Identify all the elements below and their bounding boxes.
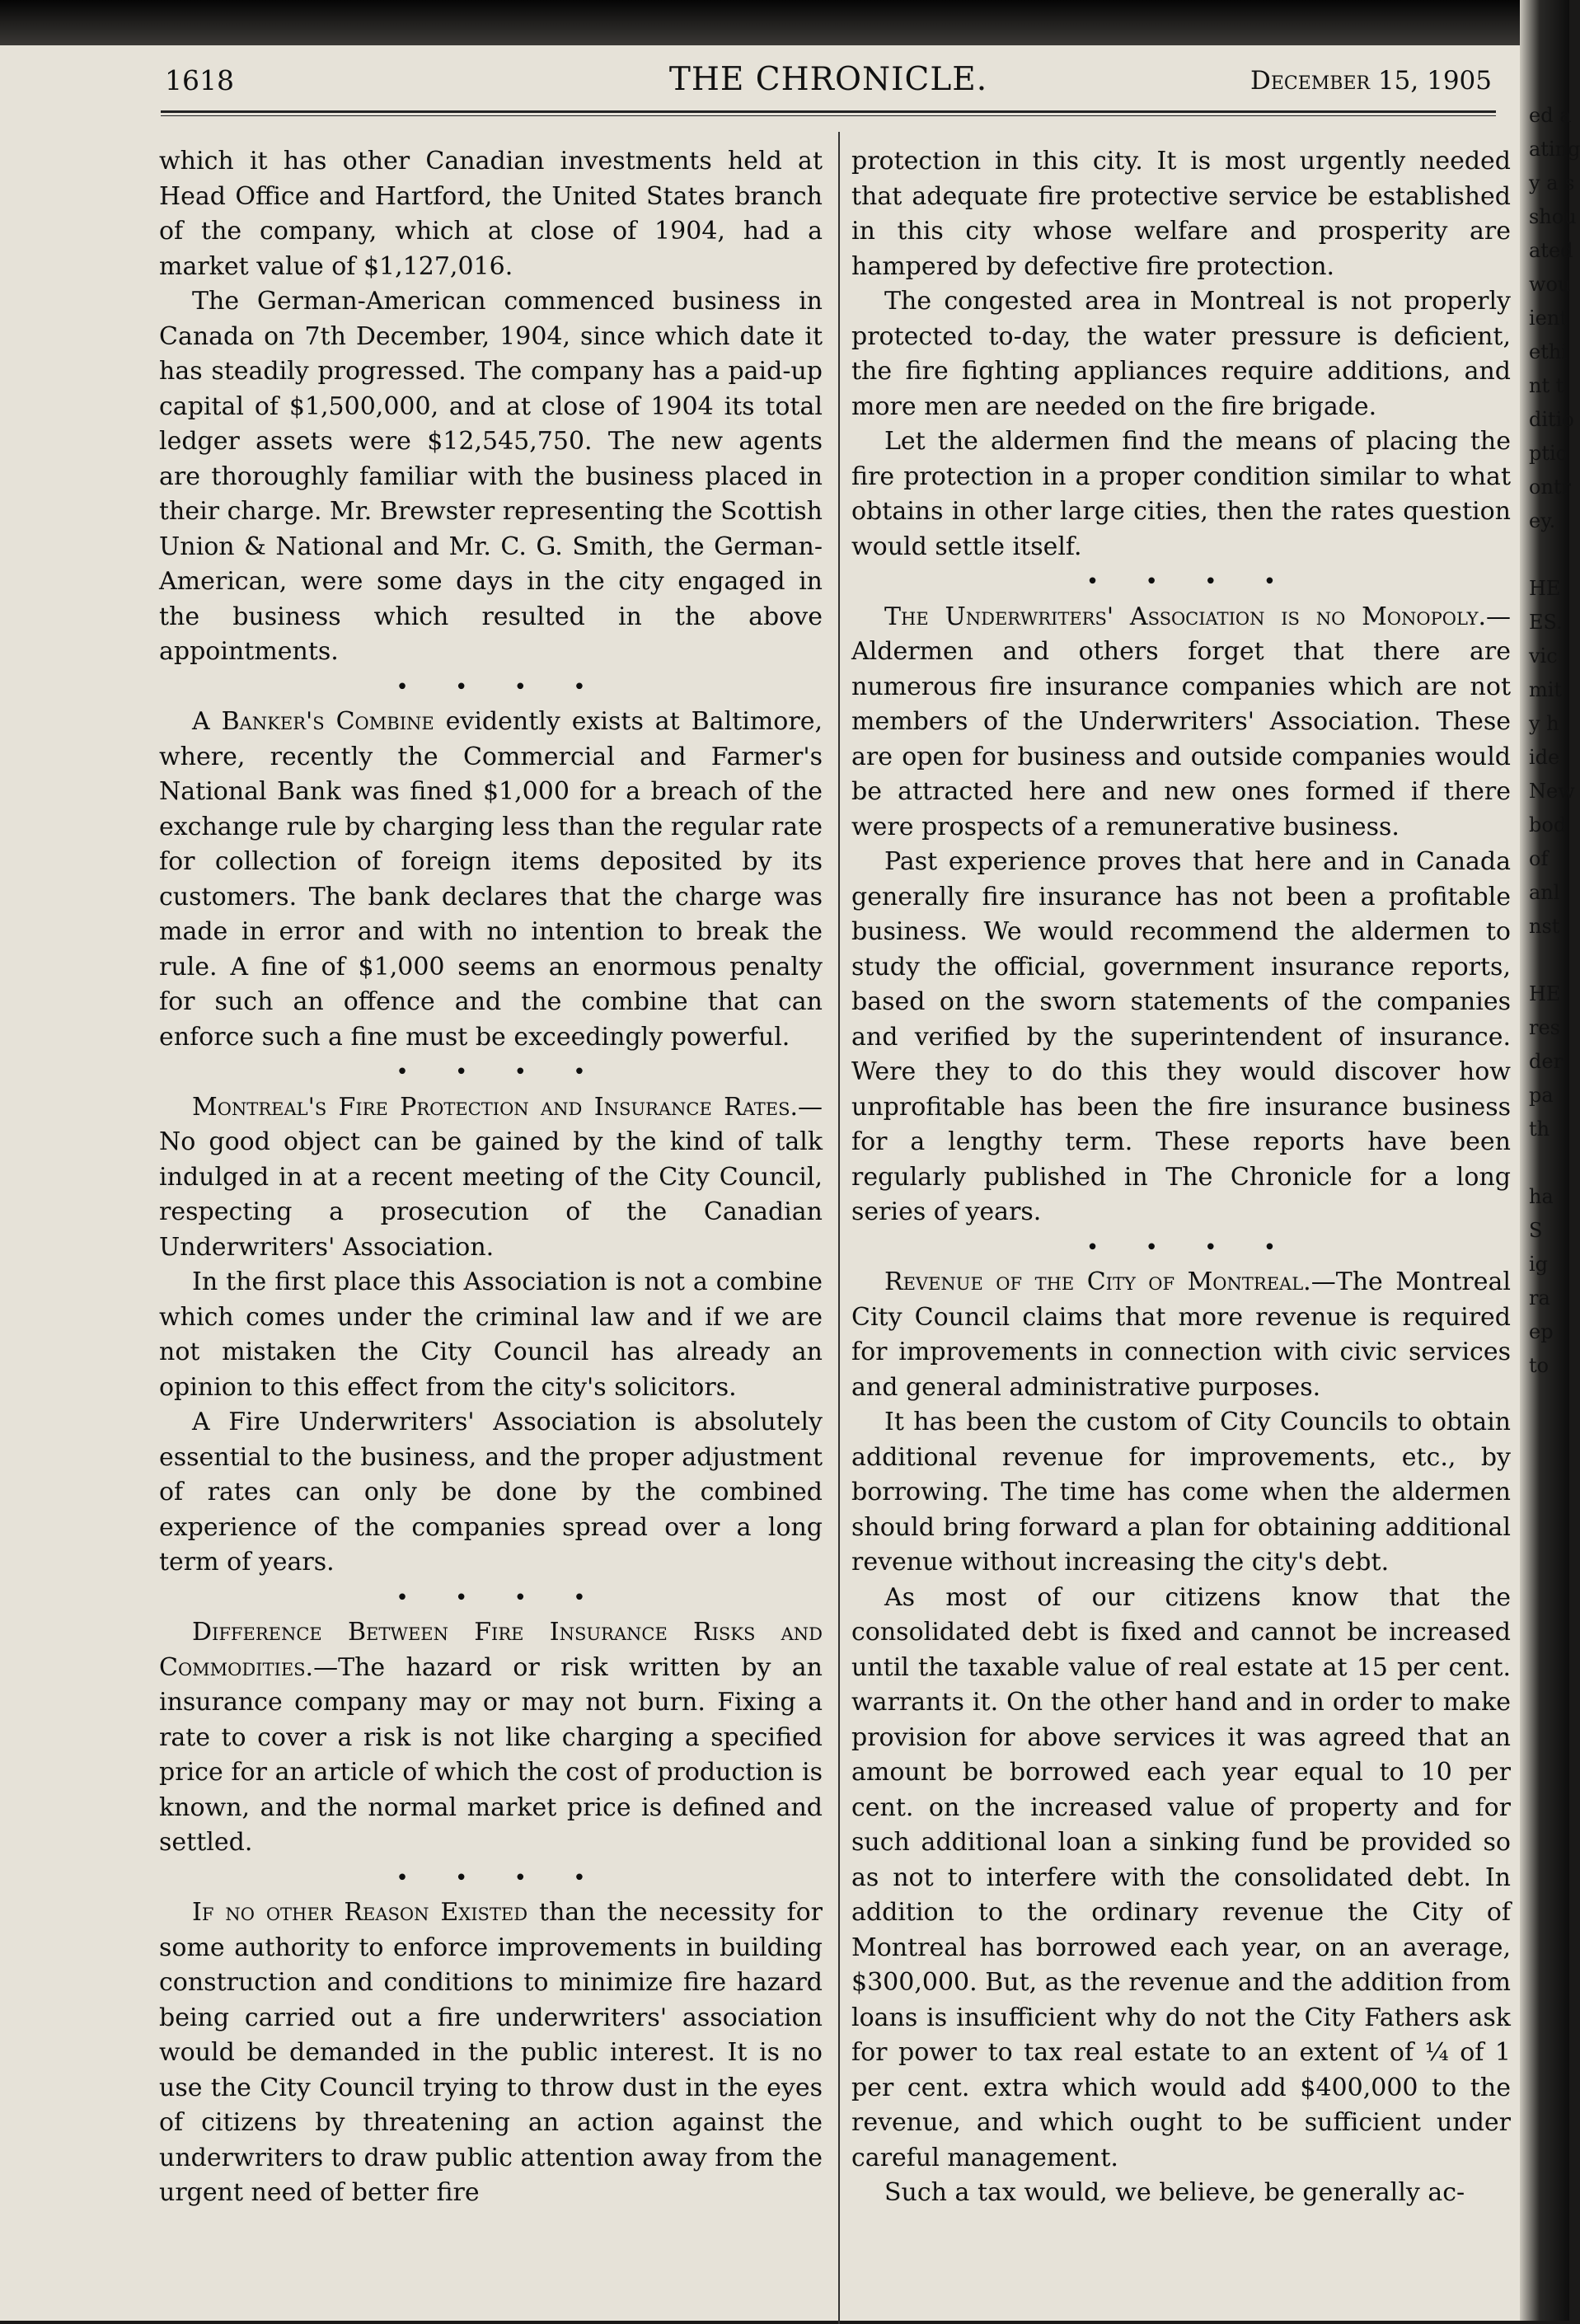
edge-fragment: pa (1529, 1084, 1554, 1107)
edge-fragment: shou (1529, 205, 1577, 228)
edge-fragment: nt t (1529, 374, 1564, 397)
edge-fragment: ptio (1529, 442, 1568, 465)
article-paragraph (851, 1265, 1511, 1405)
paragraph-text: which it has other Canadian investments held at Head Office and Hartford, the United States branch of the company, which at close of 1904, had a market value of $1,127,016. (159, 147, 823, 281)
paragraph-text: protection in this city. It is most urgently needed that adequate fire protective service be established in this city whose welfare and prosperity are hampered by defective fire protection. (851, 147, 1511, 281)
right-column (851, 144, 1511, 2211)
edge-fragment: New (1529, 780, 1575, 803)
edge-fragment: to (1529, 1354, 1550, 1377)
article-paragraph (851, 144, 1511, 284)
paragraph-text: Let the aldermen find the means of placing the fire protection in a proper condition similar to what obtains in other large cities, then the rates question would settle itself. (851, 427, 1511, 561)
edge-fragment (1529, 944, 1566, 977)
paragraph-text: The congested area in Montreal is not properly protected to-day, the water pressure is deficient, the fire fighting appliances require additions, and more men are needed on the fire brigade. (851, 287, 1511, 421)
header-rule (161, 110, 1496, 116)
edge-fragment: ethi (1529, 340, 1568, 363)
paragraph-heading: Montreal's Fire Protection and Insurance Rates. (192, 1092, 798, 1122)
edge-fragment: HE (1529, 577, 1561, 600)
section-separator: • • • • (396, 1060, 606, 1085)
edge-fragment: y a s (1529, 171, 1575, 194)
edge-fragment: res (1529, 1016, 1560, 1039)
article-paragraph (851, 284, 1511, 424)
edge-fragment: der (1529, 1050, 1564, 1073)
article-paragraph (851, 600, 1511, 846)
section-separator: • • • • (396, 674, 606, 700)
edge-fragment: S (1529, 1219, 1543, 1242)
article-paragraph (159, 1405, 823, 1581)
paragraph-heading: Revenue of the City of Montreal. (884, 1267, 1311, 1296)
section-separator: • • • • (396, 1865, 606, 1891)
edge-fragment: ditio (1529, 408, 1574, 431)
article-paragraph (159, 284, 823, 670)
paragraph-text: Past experience proves that here and in Canada generally fire insurance has not been a profitable business. We would recommend the aldermen to study the official, government insurance reports, based on the sworn statements of the companies and verified by the superintendent of insurance. Were they to do this they would discover how unprofitable has been the fire insurance business for a lengthy term. These reports have been regularly published in The Chronicle for a long series of years. (851, 847, 1511, 1226)
edge-fragment (1529, 538, 1566, 572)
edge-fragment: ey. (1529, 509, 1556, 532)
masthead-title: THE CHRONICLE. (668, 61, 988, 98)
column-divider (838, 132, 840, 2324)
scan-shadow-top (0, 0, 1569, 45)
article-paragraph (159, 144, 823, 284)
edge-fragment: ep (1529, 1320, 1554, 1343)
edge-fragment: ed a (1529, 104, 1572, 127)
edge-fragment: ient (1529, 307, 1568, 330)
paragraph-text: —The Montreal City Council claims that more revenue is required for improvements in connection with civic services and general administrative purposes. (851, 1267, 1511, 1402)
edge-fragment: ontr (1529, 476, 1572, 499)
edge-fragment: ated (1529, 239, 1573, 262)
edge-fragment: wou (1529, 273, 1571, 296)
paragraph-text: It has been the custom of City Councils to obtain additional revenue for improvements, etc., by borrowing. The time has come when the aldermen should bring forward a plan for obtaining additional revenue without increasing the city's debt. (851, 1408, 1511, 1577)
article-paragraph (851, 845, 1511, 1230)
paragraph-heading: The Underwriters' Association is no Monopoly. (884, 602, 1486, 631)
article-paragraph (159, 1265, 823, 1405)
edge-fragment: ide (1529, 746, 1560, 769)
page-number: 1618 (165, 64, 234, 96)
edge-fragment: HE (1529, 982, 1561, 1005)
paragraph-text: —Aldermen and others forget that there are numerous fire insurance companies which are not members of the Underwriters' Association. These are open for business and outside companies would be attracted here and new ones formed if there were prospects of a remunerative business. (851, 602, 1511, 841)
edge-fragment: anl (1529, 881, 1560, 904)
left-column (159, 144, 823, 2211)
section-separator: • • • • (396, 1585, 606, 1610)
paragraph-text: As most of our citizens know that the consolidated debt is fixed and cannot be increased until the taxable value of real estate at 15 per cent. warrants it. On the other hand and in order to make provision for above services it was agreed that an amount be borrowed each year equal to 10 per cent. on the increased value of property and for such additional loan a sinking fund be provided so as not to interfere with the consolidated debt. In addition to the ordinary revenue the City of Montreal has borrowed each year, on an average, $300,000. But, as the revenue and the addition from loans is insufficient why do not the City Fathers ask for power to tax real estate to an extent of ¼ of 1 per cent. extra which would add $400,000 to the revenue, and which ought to be sufficient under careful management. (851, 1582, 1511, 2172)
edge-fragment: vic (1529, 644, 1558, 668)
article-paragraph (851, 2176, 1511, 2211)
paragraph-text: Such a tax would, we believe, be generally ac- (884, 2178, 1465, 2207)
edge-fragment: ig (1529, 1253, 1549, 1276)
issue-date: December 15, 1905 (1249, 66, 1492, 96)
edge-fragment: ES. (1529, 611, 1563, 634)
edge-fragment: mit (1529, 678, 1563, 701)
section-separator: • • • • (1085, 1235, 1296, 1260)
paragraph-text: —The hazard or risk written by an insurance company may or may not burn. Fixing a rate to cover a risk is not like charging a specified price for an article of which the cost of production is known, and the normal market price is defined and settled. (159, 1652, 823, 1857)
edge-fragment: ha (1529, 1185, 1554, 1208)
article-paragraph (159, 1615, 823, 1861)
paragraph-text: —No good object can be gained by the kind of talk indulged in at a recent meeting of the City Council, respecting a prosecution of the Canadian Underwriters' Association. (159, 1092, 823, 1262)
edge-fragment: ra (1529, 1286, 1550, 1310)
adjacent-page-fragment (1529, 99, 1580, 1830)
article-paragraph (159, 1895, 823, 2211)
edge-fragment (1529, 1146, 1566, 1180)
paragraph-text: In the first place this Association is not a combine which comes under the criminal law and if we are not mistaken the City Council has already an opinion to this effect from the city's solicitors. (159, 1267, 823, 1402)
section-separator: • • • • (1085, 569, 1296, 594)
article-paragraph (159, 705, 823, 1055)
article-paragraph (159, 1090, 823, 1266)
edge-fragment: th (1529, 1117, 1550, 1141)
edge-fragment: y h (1529, 712, 1559, 735)
paragraph-heading: Difference Between Fire Insurance Risks and Commodities. (159, 1618, 823, 1682)
edge-fragment: nst (1529, 915, 1560, 938)
edge-fragment: bod (1529, 813, 1567, 836)
edge-fragment: ating (1529, 138, 1580, 161)
paragraph-text: than the necessity for some authority to enforce improvements in building construction and conditions to minimize fire hazard being carried out a fire underwriters' association would be demanded in the public interest. It is no use the City Council trying to throw dust in the eyes of citizens by threatening an action against the underwriters to draw public attention away from the urgent need of better fire (159, 1898, 823, 2207)
edge-fragment: of (1529, 847, 1549, 870)
paragraph-heading: A Banker's Combine (192, 707, 434, 736)
paragraph-text: evidently exists at Baltimore, where, recently the Commercial and Farmer's National Bank was fined $1,000 for a breach of the exchange rule by charging less than the regular rate for collection of foreign items deposited by its customers. The bank declares that the charge was made in error and with no intention to break the rule. A fine of $1,000 seems an enormous penalty for such an offence and the combine that can enforce such a fine must be exceedingly powerful. (159, 707, 823, 1052)
paragraph-heading: If no other Reason Existed (192, 1898, 528, 1927)
paragraph-text: The German-American commenced business in Canada on 7th December, 1904, since which date it has steadily progressed. The company has a paid-up capital of $1,500,000, and at close of 1904 its total ledger assets were $12,545,750. The new agents are thoroughly familiar with the business placed in their charge. Mr. Brewster representing the Scottish Union & National and Mr. C. G. Smith, the German-American, were some days in the city engaged in the business which resulted in the above appointments. (159, 287, 823, 666)
page-header (165, 61, 1492, 105)
article-paragraph (851, 1581, 1511, 2176)
article-paragraph (851, 1405, 1511, 1581)
article-paragraph (851, 424, 1511, 565)
paragraph-text: A Fire Underwriters' Association is absolutely essential to the business, and the proper adjustment of rates can only be done by the combined experience of the companies spread over a long term of years. (159, 1408, 823, 1577)
